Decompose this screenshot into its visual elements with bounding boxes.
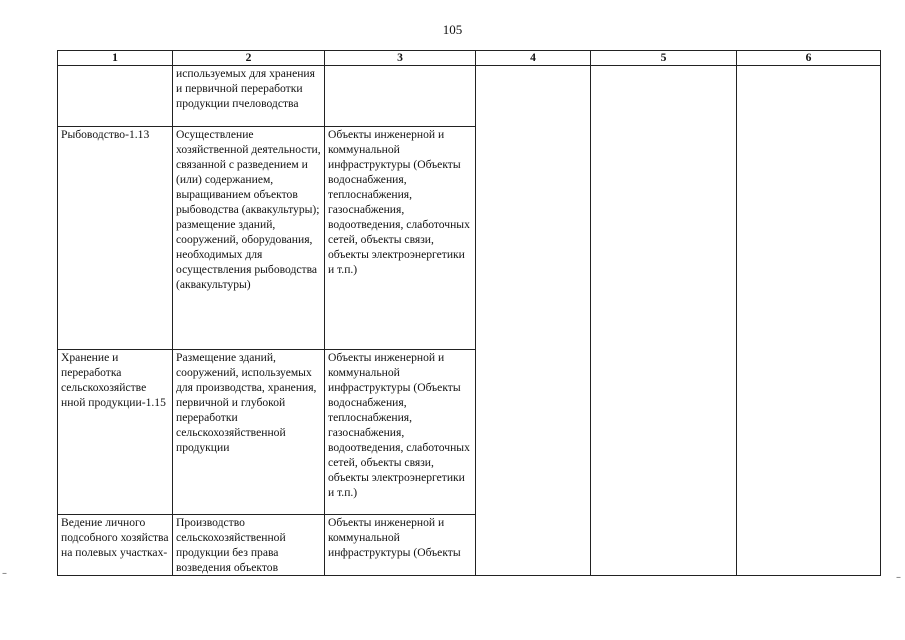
- cell-auxiliary-objects: [325, 66, 476, 127]
- header-row: [58, 51, 881, 66]
- cell-use-type: Хранение и переработка сельскохозяйстве нной продукции-1.15: [58, 350, 173, 515]
- cell-auxiliary-objects: Объекты инженерной и коммунальной инфраструктуры (Объекты водоснабжения, теплоснабжения, газоснабжения, водоотведения, слаботочных сетей, объекты связи, объекты электроэнергетики и т.п.): [325, 127, 476, 350]
- cell-column-6: [737, 66, 881, 576]
- column-header-5: 5: [591, 51, 737, 66]
- cell-use-type: Рыбоводство-1.13: [58, 127, 173, 350]
- column-header-3: 3: [325, 51, 476, 66]
- cell-column-4: [476, 66, 591, 576]
- cell-use-type: Ведение личного подсобного хозяйства на полевых участках-: [58, 515, 173, 576]
- cell-description: Размещение зданий, сооружений, используемых для производства, хранения, первичной и глубокой переработки сельскохозяйственной продукции: [173, 350, 325, 515]
- zoning-table: [57, 50, 881, 576]
- column-header-1: 1: [58, 51, 173, 66]
- table-row: [58, 66, 881, 127]
- column-header-6: 6: [737, 51, 881, 66]
- cell-auxiliary-objects: Объекты инженерной и коммунальной инфраструктуры (Объекты водоснабжения, теплоснабжения, газоснабжения, водоотведения, слаботочных сетей, объекты связи, объекты электроэнергетики и т.п.): [325, 350, 476, 515]
- cell-column-5: [591, 66, 737, 576]
- cell-description: Осуществление хозяйственной деятельности, связанной с разведением и (или) содержанием, выращиванием объектов рыбоводства (аквакультуры); размещение зданий, сооружений, оборудования, необходимых для осуществления рыбоводства (аквакультуры): [173, 127, 325, 350]
- left-edge-mark: –: [2, 568, 7, 579]
- column-header-4: 4: [476, 51, 591, 66]
- cell-description: Производство сельскохозяйственной продукции без права возведения объектов: [173, 515, 325, 576]
- cell-description: используемых для хранения и первичной переработки продукции пчеловодства: [173, 66, 325, 127]
- column-header-2: 2: [173, 51, 325, 66]
- page-number: 105: [442, 22, 463, 37]
- cell-auxiliary-objects: Объекты инженерной и коммунальной инфраструктуры (Объекты: [325, 515, 476, 576]
- cell-use-type: [58, 66, 173, 127]
- right-edge-mark: –: [896, 572, 901, 583]
